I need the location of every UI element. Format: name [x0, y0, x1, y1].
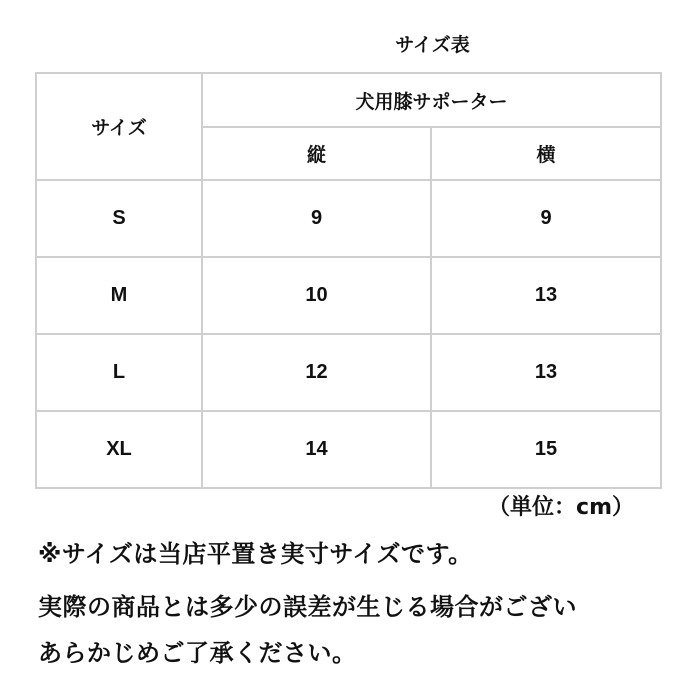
header-product: 犬用膝サポーター	[202, 73, 661, 127]
header-width: 横	[431, 127, 661, 180]
page-title: サイズ表	[395, 34, 470, 56]
cell-length: 10	[202, 257, 431, 334]
cell-width: 9	[431, 180, 661, 257]
table-row	[36, 411, 661, 488]
note-line: 実際の商品とは多少の誤差が生じる場合がござい	[38, 593, 577, 621]
unit-label: （単位：cm）	[488, 495, 634, 520]
note-line: あらかじめご了承ください。	[38, 639, 357, 667]
cell-size: M	[36, 257, 202, 334]
header-row	[36, 73, 661, 127]
table-row	[36, 334, 661, 411]
cell-width: 13	[431, 334, 661, 411]
header-size: サイズ	[36, 73, 202, 180]
cell-length: 9	[202, 180, 431, 257]
cell-width: 15	[431, 411, 661, 488]
table-row	[36, 257, 661, 334]
note-line: ※サイズは当店平置き実寸サイズです。	[38, 540, 473, 568]
header-length: 縦	[202, 127, 431, 180]
table-row	[36, 180, 661, 257]
cell-length: 12	[202, 334, 431, 411]
cell-size: S	[36, 180, 202, 257]
cell-width: 13	[431, 257, 661, 334]
size-table	[35, 72, 662, 489]
cell-length: 14	[202, 411, 431, 488]
cell-size: XL	[36, 411, 202, 488]
cell-size: L	[36, 334, 202, 411]
